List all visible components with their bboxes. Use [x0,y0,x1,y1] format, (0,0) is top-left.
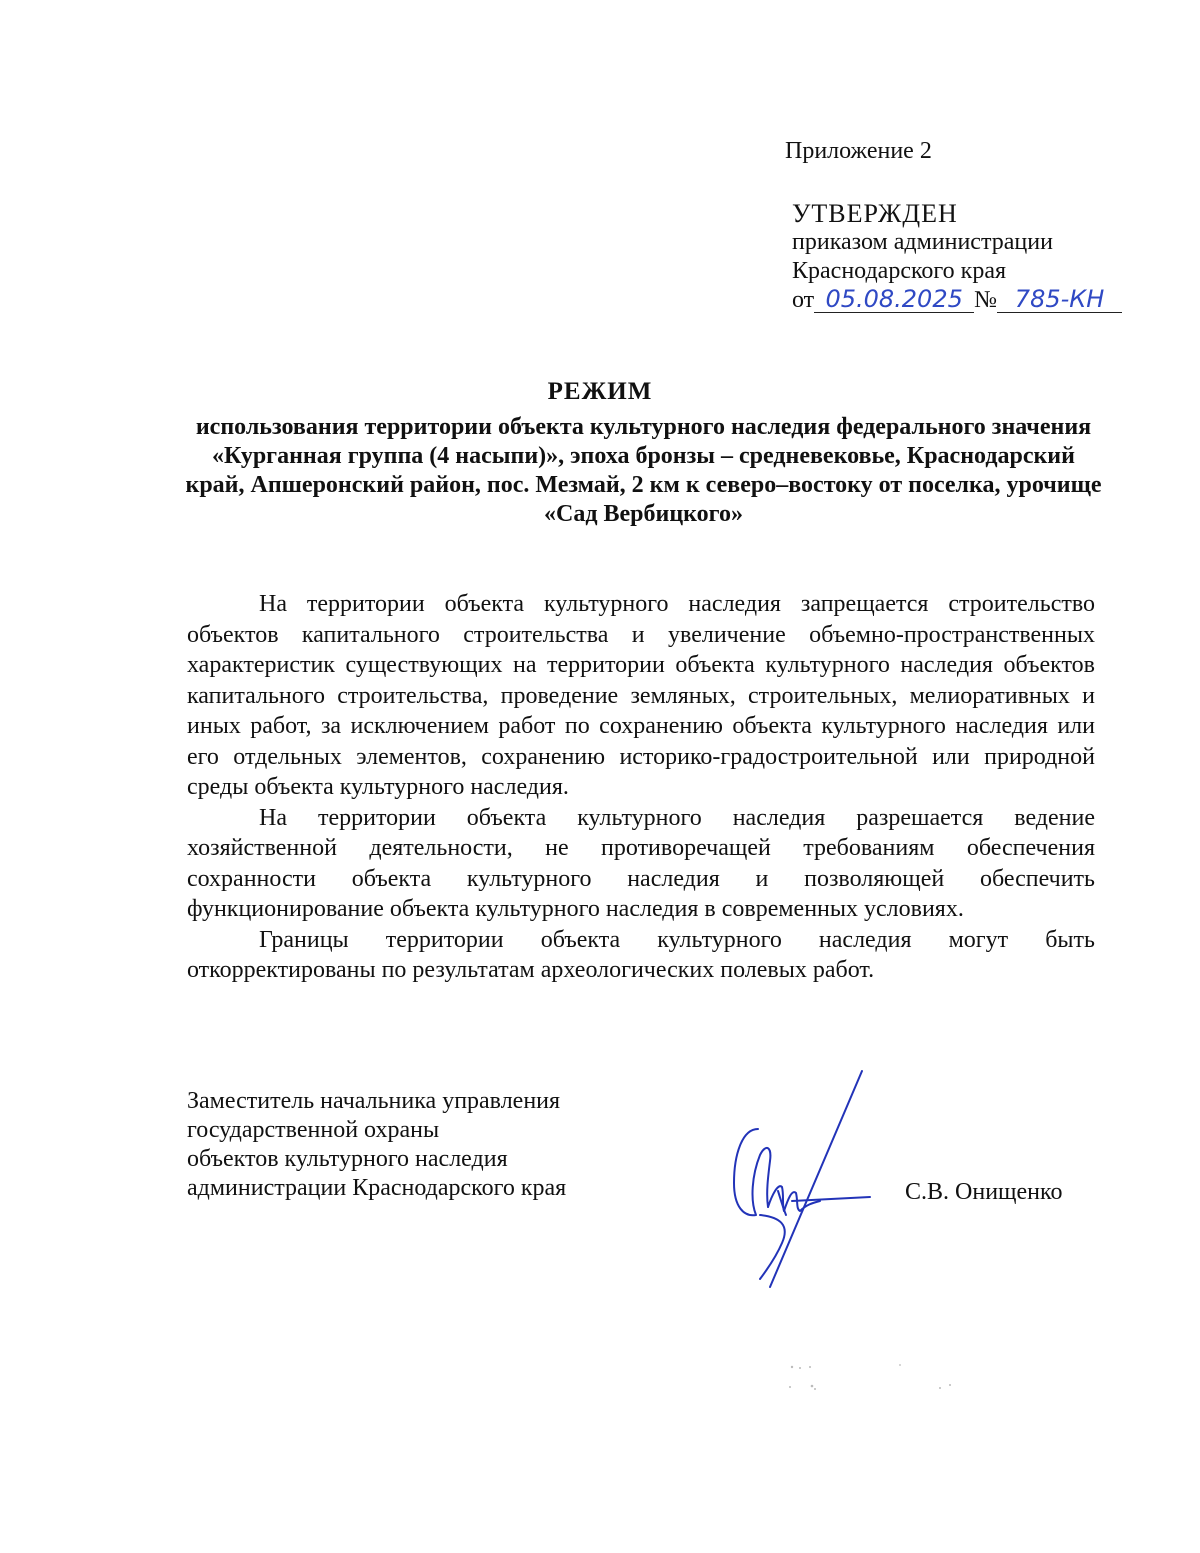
appendix-label: Приложение 2 [785,138,932,164]
signer-position-line: администрации Краснодарского края [187,1175,567,1201]
order-line-1: приказом администрации [792,229,1053,255]
approval-block [792,199,1122,315]
approved-label: УТВЕРЖДЕН [792,199,958,228]
order-line-2: Краснодарского края [792,258,1007,284]
signer-position-line: государственной охраны [187,1117,440,1143]
body-paragraph: На территории объекта культурного наследия запрещается строительство объектов капитального строительства и увеличение объемно-пространственных характеристик существующих на территории объекта культурного наследия объектов капитального строительства, проведение земляных, строительных, мелиоративных и иных работ, за исключением работ по сохранению объекта культурного наследия или его отдельных элементов, сохранению историко-градостроительной или природной среды объекта культурного наследия. [187,591,1095,800]
body-text [187,589,1095,986]
signer-position-line: Заместитель начальника управления [187,1088,561,1114]
document-title: РЕЖИМ [547,378,653,405]
signer-position-line: объектов культурного наследия [187,1146,508,1172]
handwritten-signature [720,1065,880,1295]
body-paragraph: На территории объекта культурного наследия разрешается ведение хозяйственной деятельности, не противоречащей требованиям обеспечения сохранности объекта культурного наследия и позволяющей обеспечить функционирование объекта культурного наследия в современных условиях. [187,804,1095,922]
order-date-row [792,286,1122,315]
date-prefix: от [792,287,815,313]
handwritten-date: 05.08.2025 [814,286,974,313]
body-paragraph: Границы территории объекта культурного наследия могут быть откорректированы по результатам археологических полевых работ. [187,926,1095,983]
signer-position [187,1087,566,1203]
scan-specks [780,1355,980,1405]
document-subtitle: использования территории объекта культурного наследия федерального значения «Курганная группа (4 насыпи)», эпоха бронзы – средневековье, Краснодарский край, Апшеронский район, пос. Мезмай, 2 км к северо–востоку от поселка, урочище «Сад Вербицкого» [185,414,1102,527]
signer-name: С.В. Онищенко [905,1179,1063,1205]
number-sign: № [974,287,998,313]
handwritten-number: 785-КН [997,286,1122,313]
